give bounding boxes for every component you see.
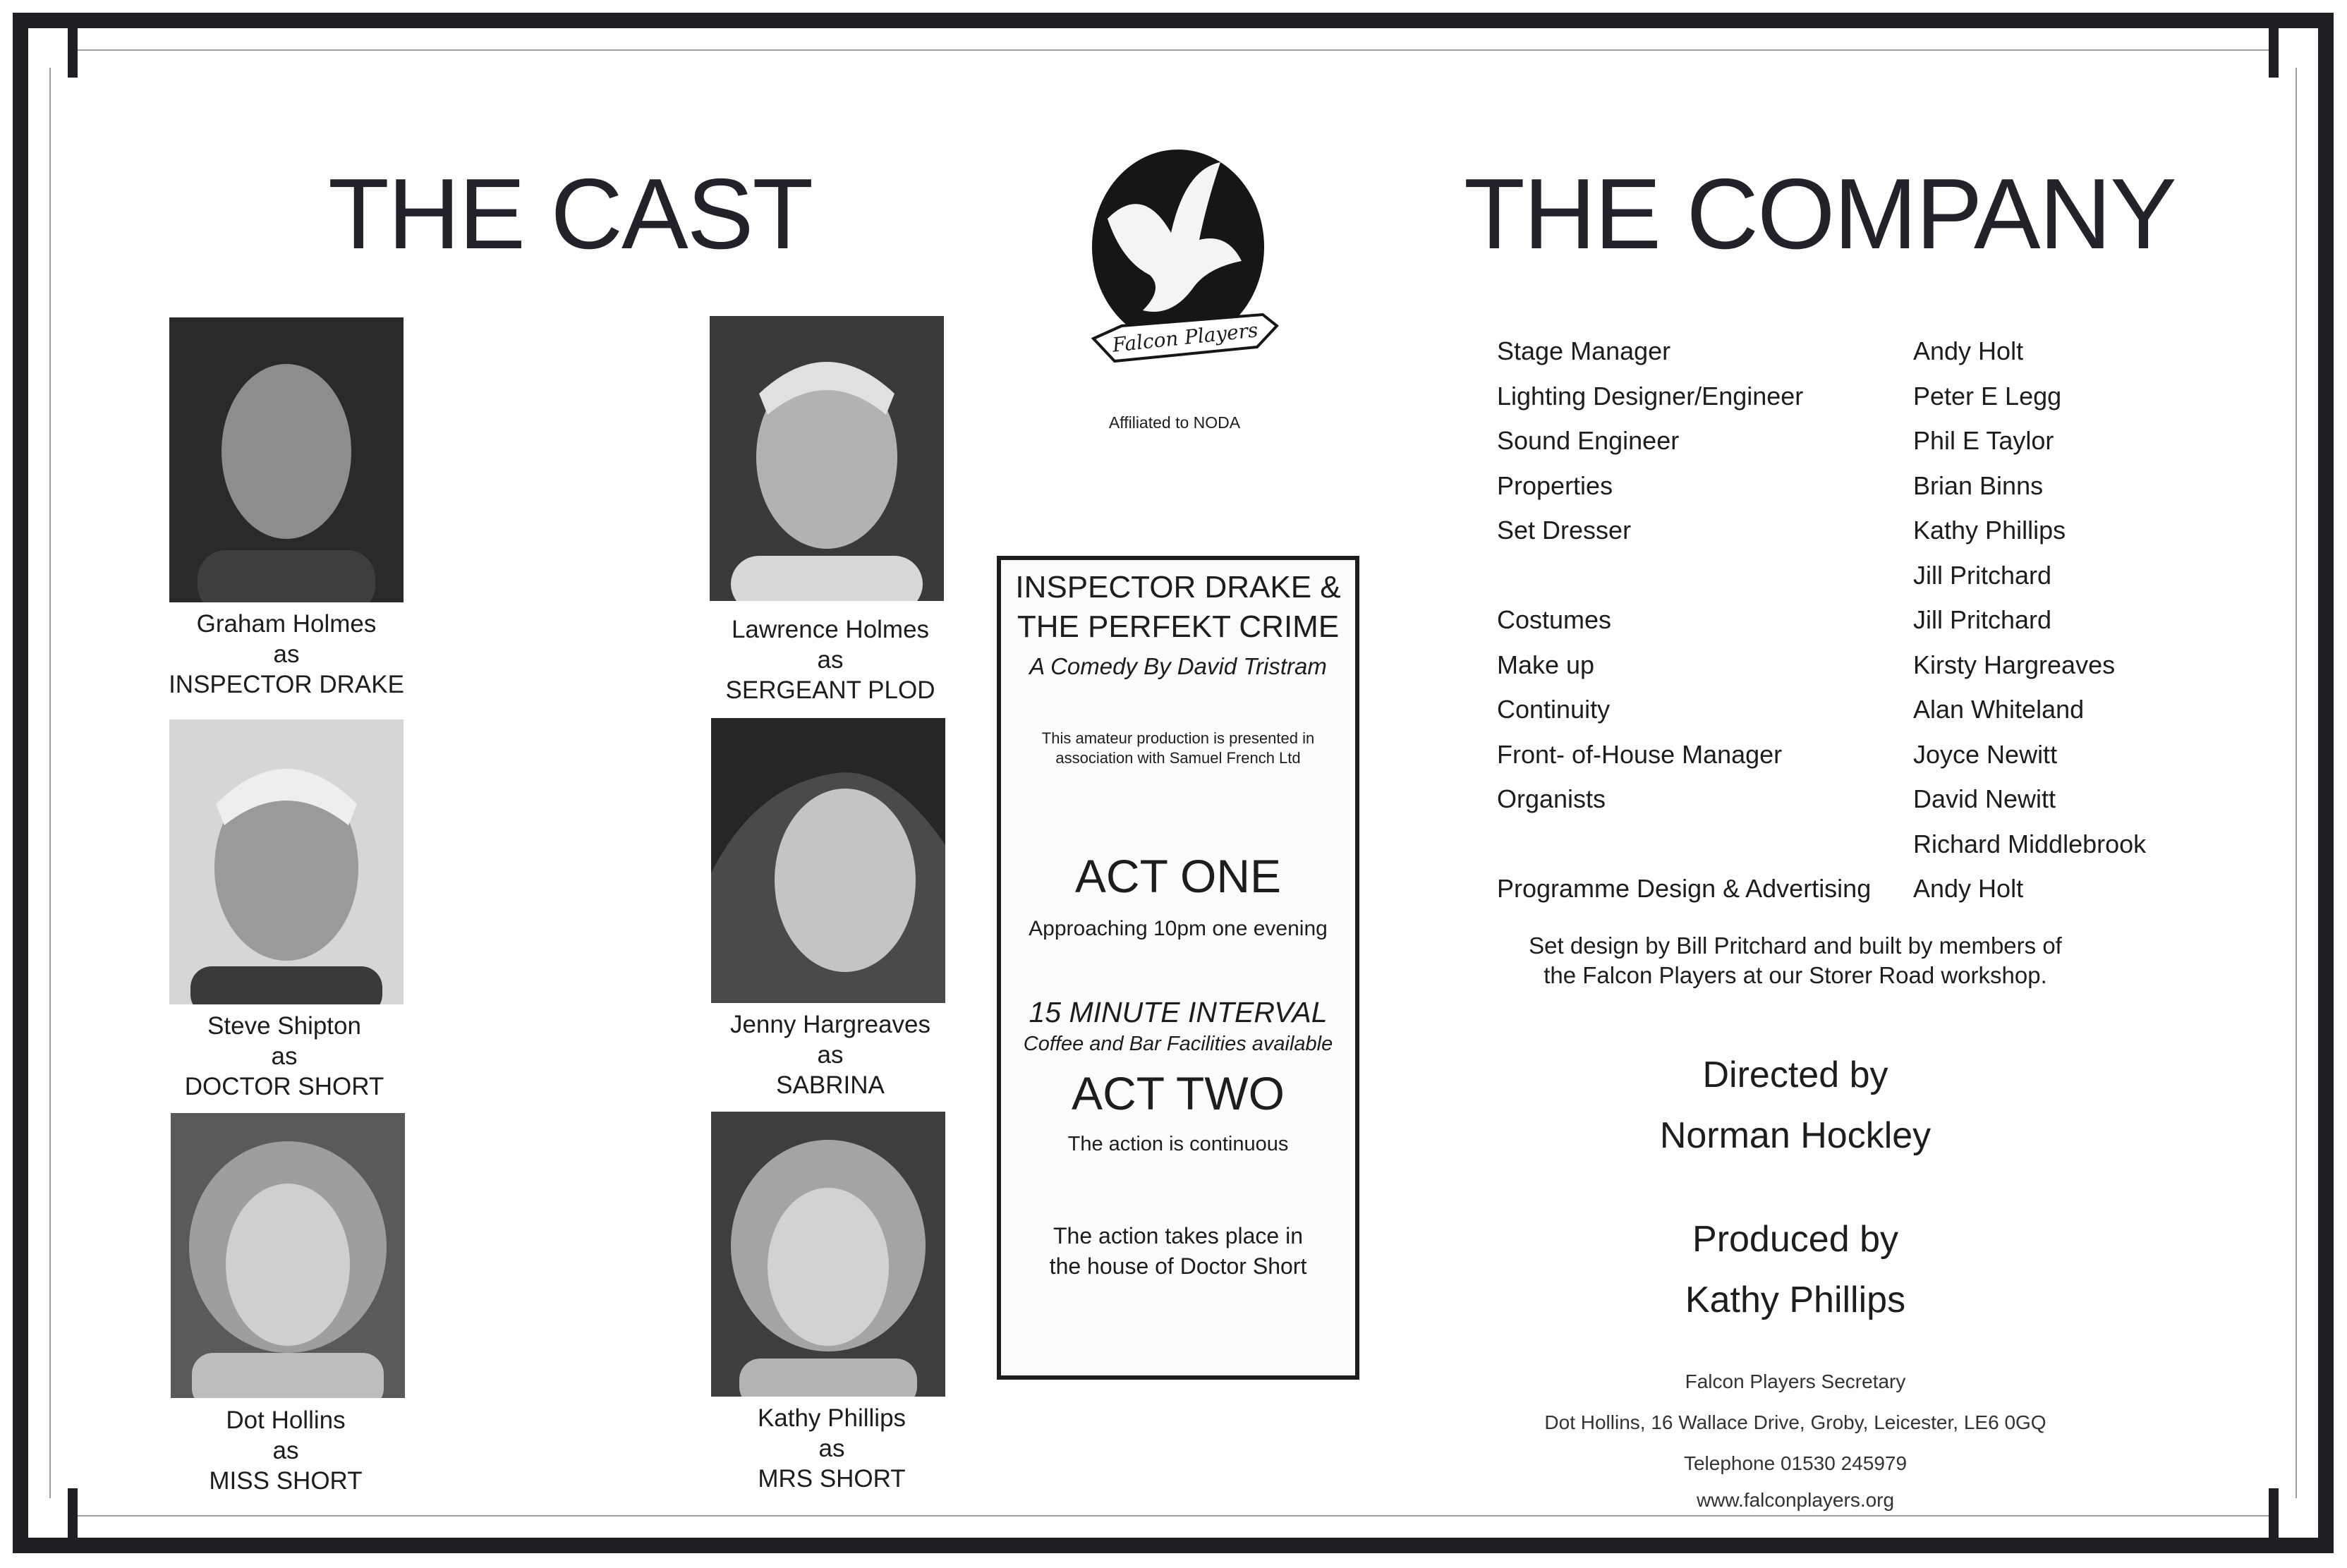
frame-corner-tr: [2279, 28, 2318, 68]
as-label: as: [271, 1043, 298, 1070]
company-roles-column: [1497, 329, 1906, 911]
portrait-icon: [169, 317, 404, 602]
role-name: SABRINA: [776, 1071, 885, 1099]
set-design-line2: the Falcon Players at our Storer Road workshop.: [1544, 962, 2047, 988]
portrait-icon: [711, 718, 945, 1003]
produced-by-label: Produced by: [1692, 1219, 1898, 1260]
actor-name: Dot Hollins: [226, 1406, 346, 1434]
production-notice-line2: association with Samuel French Ltd: [1055, 749, 1301, 767]
producer-name: Kathy Phillips: [1685, 1280, 1906, 1320]
act-one-note: Approaching 10pm one evening: [1029, 917, 1328, 940]
cast-photo-5: [171, 1113, 405, 1398]
cast-photo-2: [710, 316, 944, 601]
company-name: Kirsty Hargreaves: [1913, 650, 2116, 679]
logo-banner-text: Falcon Players: [1111, 318, 1259, 357]
company-name: Jill Pritchard: [1913, 605, 2052, 634]
company-role: Properties: [1497, 470, 1613, 500]
as-label: as: [818, 1435, 845, 1462]
as-label: as: [272, 1437, 299, 1464]
actor-name: Jenny Hargreaves: [729, 1011, 931, 1038]
contact-address: Dot Hollins, 16 Wallace Drive, Groby, Leicester, LE6 0GQ: [1544, 1411, 2046, 1433]
contact-telephone: Telephone 01530 245979: [1683, 1452, 1908, 1474]
company-name: Andy Holt: [1913, 336, 2024, 365]
affiliation-text: Affiliated to NODA: [1108, 413, 1241, 432]
company-role: [1497, 822, 1906, 867]
interval-note: Coffee and Bar Facilities available: [1023, 1033, 1333, 1055]
act-one-heading: ACT ONE: [1074, 850, 1282, 902]
portrait-icon: [169, 719, 404, 1004]
act-two-note: The action is continuous: [1067, 1133, 1289, 1155]
company-role: Set Dresser: [1497, 516, 1632, 545]
as-label: as: [817, 646, 844, 674]
company-names-column: [1913, 329, 2195, 911]
company-role: Sound Engineer: [1497, 426, 1680, 455]
company-name: Richard Middlebrook: [1913, 829, 2147, 858]
frame-right: [2318, 13, 2334, 1553]
contact-website[interactable]: www.falconplayers.org: [1696, 1489, 1895, 1511]
company-heading: THE COMPANY: [1464, 158, 2176, 270]
frame-corner-bl-bar: [68, 1488, 78, 1538]
setting-line2: the house of Doctor Short: [1049, 1253, 1307, 1279]
actor-name: Graham Holmes: [196, 610, 377, 638]
portrait-icon: [711, 1112, 945, 1397]
company-name: Peter E Legg: [1913, 381, 2062, 411]
portrait-icon: [171, 1113, 405, 1398]
act-two-heading: ACT TWO: [1072, 1067, 1285, 1119]
cast-photo-4: [711, 718, 945, 1003]
contact-title: Falcon Players Secretary: [1685, 1371, 1906, 1392]
falcon-emblem-icon: [1065, 141, 1291, 388]
company-role: Stage Manager: [1497, 336, 1671, 365]
frame-top: [13, 13, 2334, 28]
company-name: Joyce Newitt: [1913, 739, 2058, 769]
company-role: [1497, 553, 1906, 598]
play-info-box: [997, 556, 1359, 1380]
as-label: as: [817, 1041, 844, 1069]
play-title-line2: THE PERFEKT CRIME: [1017, 609, 1340, 644]
company-name: Andy Holt: [1913, 874, 2024, 903]
cast-caption-6: [684, 1403, 980, 1494]
company-name: Kathy Phillips: [1913, 516, 2066, 545]
company-role: Programme Design & Advertising: [1497, 874, 1872, 903]
falcon-logo: [1065, 141, 1291, 388]
company-role: Lighting Designer/Engineer: [1497, 381, 1804, 411]
play-byline: A Comedy By David Tristram: [1029, 653, 1327, 679]
cast-caption-5: [138, 1405, 434, 1496]
role-name: DOCTOR SHORT: [184, 1073, 384, 1100]
company-role: Make up: [1497, 650, 1595, 679]
portrait-icon: [710, 316, 944, 601]
play-title-line1: INSPECTOR DRAKE &: [1015, 570, 1341, 604]
cast-heading: THE CAST: [328, 158, 813, 270]
role-name: MISS SHORT: [209, 1467, 363, 1495]
role-name: INSPECTOR DRAKE: [169, 671, 404, 698]
frame-corner-bl: [28, 1498, 68, 1538]
company-role: Front- of-House Manager: [1497, 739, 1783, 769]
cast-caption-2: [682, 614, 978, 705]
cast-photo-1: [169, 317, 404, 602]
company-name: David Newitt: [1913, 784, 2056, 813]
frame-corner-tr-bar: [2269, 28, 2279, 78]
actor-name: Steve Shipton: [207, 1012, 361, 1040]
frame-corner-tl: [28, 28, 68, 68]
set-design-line1: Set design by Bill Pritchard and built by members of: [1529, 932, 2062, 959]
cast-photo-3: [169, 719, 404, 1004]
cast-photo-6: [711, 1112, 945, 1397]
director-name: Norman Hockley: [1659, 1115, 1931, 1156]
cast-caption-4: [682, 1009, 978, 1100]
actor-name: Lawrence Holmes: [731, 616, 930, 643]
company-role: Organists: [1497, 784, 1606, 813]
company-name: Phil E Taylor: [1913, 426, 2054, 455]
frame-left: [13, 13, 28, 1553]
cast-caption-3: [136, 1011, 432, 1102]
frame-corner-tl-bar: [68, 28, 78, 78]
interval-heading: 15 MINUTE INTERVAL: [1029, 996, 1328, 1028]
directed-by-label: Directed by: [1702, 1055, 1888, 1095]
company-name: Jill Pritchard: [1913, 560, 2052, 590]
role-name: SERGEANT PLOD: [725, 676, 935, 704]
company-name: Alan Whiteland: [1913, 695, 2085, 724]
cast-caption-1: [138, 609, 435, 700]
frame-bottom: [13, 1538, 2334, 1553]
frame-corner-br-bar: [2269, 1488, 2279, 1538]
as-label: as: [273, 640, 300, 668]
company-name: Brian Binns: [1913, 470, 2044, 500]
production-notice-line1: This amateur production is presented in: [1041, 729, 1315, 747]
setting-line1: The action takes place in: [1053, 1223, 1303, 1248]
frame-corner-br: [2279, 1498, 2318, 1538]
role-name: MRS SHORT: [758, 1465, 906, 1493]
company-role: Costumes: [1497, 605, 1612, 634]
actor-name: Kathy Phillips: [757, 1404, 906, 1432]
company-role: Continuity: [1497, 695, 1611, 724]
